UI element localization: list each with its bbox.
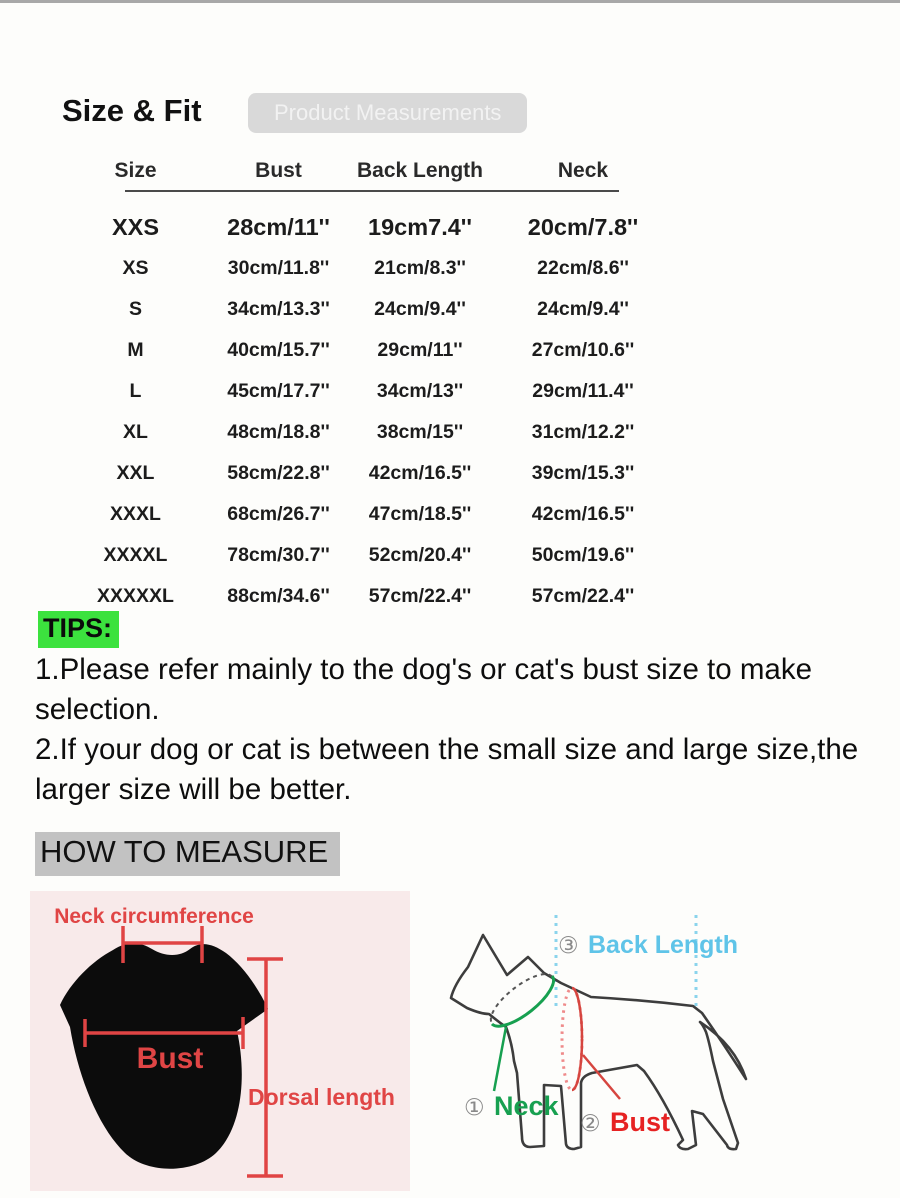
size-cell: XXL (116, 462, 155, 484)
bust-pointer-line (583, 1055, 620, 1099)
size-table-body (60, 207, 672, 617)
bust-cell: 45cm/17.7'' (227, 380, 330, 402)
size-table-header (60, 159, 672, 183)
back-length-cell: 52cm/20.4'' (368, 544, 472, 566)
size-cell: XXS (111, 214, 160, 240)
neck-cell: 57cm/22.4'' (531, 585, 635, 607)
shirt-measure-diagram (30, 891, 410, 1191)
product-measurements-badge[interactable]: Product Measurements (248, 93, 527, 133)
bust-cell: 30cm/11.8'' (227, 257, 330, 279)
bust-cell: 48cm/18.8'' (227, 421, 330, 443)
dorsal-length-label: Dorsal length (248, 1084, 395, 1110)
neck-cell: 20cm/7.8'' (527, 214, 639, 240)
neck-circumference-label: Neck circumference (54, 905, 254, 928)
dog-diagram-svg (440, 883, 900, 1193)
neck-cell: 22cm/8.6'' (537, 257, 629, 279)
bust-cell: 78cm/30.7'' (227, 544, 330, 566)
table-row (60, 412, 672, 453)
circled-3-icon: ③ (558, 932, 579, 958)
table-row (60, 207, 672, 248)
circled-1-icon: ① (464, 1094, 485, 1120)
table-row (60, 371, 672, 412)
shirt-bust-label: Bust (136, 1042, 204, 1075)
dog-measure-diagram (440, 883, 900, 1193)
table-row (60, 289, 672, 330)
table-row (60, 453, 672, 494)
neck-cell: 39cm/15.3'' (531, 462, 635, 484)
neck-cell: 24cm/9.4'' (537, 298, 629, 320)
dog-back-length-label: ③ Back Length (558, 931, 739, 959)
back-length-cell: 42cm/16.5'' (368, 462, 472, 484)
size-cell: XXXXXL (97, 585, 174, 607)
dog-neck-label: ① Neck (464, 1091, 559, 1121)
column-header-bust: Bust (255, 159, 302, 182)
table-row (60, 535, 672, 576)
bust-cell: 40cm/15.7'' (227, 339, 330, 361)
neck-cell: 42cm/16.5'' (531, 503, 635, 525)
tip-item-1: 1.Please refer mainly to the dog's or cat's bust size to make selection. (35, 653, 812, 726)
column-header-size: Size (114, 159, 157, 182)
size-cell: M (127, 339, 144, 361)
table-row (60, 576, 672, 617)
tip-item-2: 2.If your dog or cat is between the small size and large size,the larger size will be better. (35, 733, 859, 806)
table-header-divider (125, 190, 619, 192)
bust-cell: 68cm/26.7'' (227, 503, 330, 525)
back-length-cell: 29cm/11'' (377, 339, 463, 361)
neck-pointer-line (494, 1027, 506, 1091)
neck-cell: 29cm/11.4'' (532, 380, 634, 402)
neck-cell: 50cm/19.6'' (531, 544, 635, 566)
back-length-cell: 47cm/18.5'' (368, 503, 472, 525)
size-cell: XL (123, 421, 148, 443)
table-row (60, 248, 672, 289)
back-length-cell: 57cm/22.4'' (368, 585, 472, 607)
bust-cell: 88cm/34.6'' (227, 585, 330, 607)
bust-cell: 34cm/13.3'' (227, 298, 330, 320)
size-cell: L (129, 380, 142, 402)
tips-heading: TIPS: (38, 611, 119, 648)
dog-bust-label: ② Bust (580, 1107, 670, 1137)
back-length-cell: 21cm/8.3'' (374, 257, 466, 279)
shirt-diagram-svg (30, 891, 410, 1191)
size-cell: XXXXL (103, 544, 168, 566)
bust-cell: 28cm/11'' (227, 214, 330, 240)
back-length-cell: 34cm/13'' (376, 380, 464, 402)
table-row (60, 330, 672, 371)
column-header-neck: Neck (557, 159, 609, 182)
bust-cell: 58cm/22.8'' (227, 462, 330, 484)
neck-cell: 31cm/12.2'' (531, 421, 635, 443)
size-cell: XS (122, 257, 149, 279)
page-title: Size & Fit (62, 93, 202, 128)
circled-2-icon: ② (580, 1110, 601, 1136)
neck-cell: 27cm/10.6'' (531, 339, 635, 361)
back-length-cell: 19cm7.4'' (368, 214, 472, 240)
size-cell: S (128, 298, 142, 320)
column-header-back-length: Back Length (356, 159, 484, 182)
back-length-cell: 38cm/15'' (376, 421, 464, 443)
back-length-cell: 24cm/9.4'' (374, 298, 466, 320)
size-cell: XXXL (110, 503, 161, 525)
table-row (60, 494, 672, 535)
how-to-measure-heading: HOW TO MEASURE (35, 832, 340, 876)
